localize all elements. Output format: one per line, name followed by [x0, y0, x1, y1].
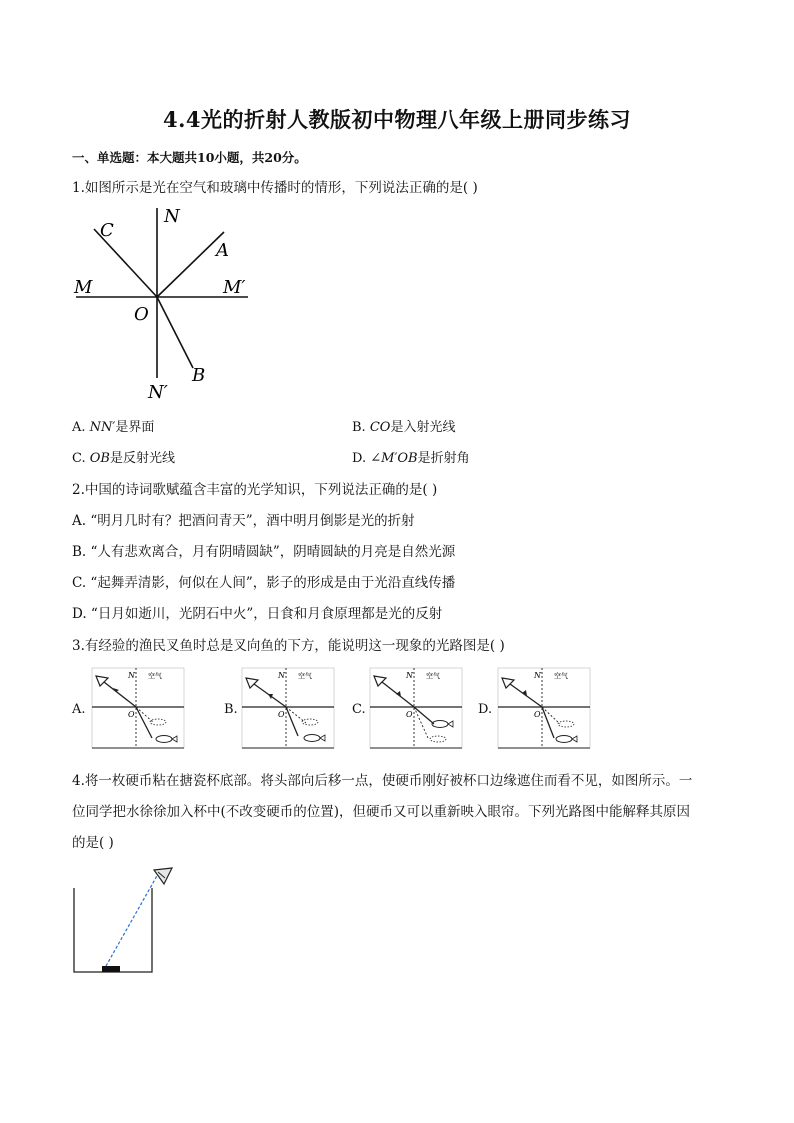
label-O: O: [134, 304, 149, 325]
point-o-text: O: [534, 710, 541, 719]
q3-option-a-diagram[interactable]: [88, 666, 188, 752]
q2-option-a[interactable]: A. “明月几时有？把酒问青天”，酒中明月倒影是光的折射: [72, 513, 415, 529]
q2-option-d[interactable]: D. “日月如逝川，光阴石中火”，日食和月食原理都是光的反射: [72, 606, 443, 622]
label-B: B: [192, 365, 206, 386]
air-text: 空气: [554, 672, 568, 680]
normal-n-text: N: [128, 671, 135, 680]
normal-n-text: N: [278, 671, 285, 680]
fish-icon: [432, 721, 448, 728]
question-4-stem-line-3: 的是( ): [72, 835, 114, 851]
label-C: C: [100, 220, 114, 241]
label-M-prime: M′: [223, 277, 246, 298]
label-N: N: [164, 206, 180, 227]
section-heading: 一、单选题：本大题共10小题，共20分。: [72, 150, 307, 165]
fish-image-icon: [150, 719, 166, 725]
question-4-stem-line-1: 4.将一枚硬币粘在搪瓷杯底部。将头部向后移一点，使硬币刚好被杯口边缘遮住而看不见，如图所示。一: [72, 773, 693, 789]
fish-image-icon: [302, 719, 318, 725]
point-o-text: O: [128, 710, 135, 719]
fish-image-icon: [430, 736, 446, 742]
question-4-stem-line-2: 位同学把水徐徐加入杯中(不改变硬币的位置)，但硬币又可以重新映入眼帘。下列光路图中能解释其原因: [72, 804, 691, 820]
page-title: 4.4光的折射人教版初中物理八年级上册同步练习: [162, 107, 632, 132]
question-1-figure: [68, 200, 268, 405]
point-o-text: O: [278, 710, 285, 719]
q3-option-b-label[interactable]: B.: [224, 702, 238, 717]
question-1-stem: 1.如图所示是光在空气和玻璃中传播时的情形，下列说法正确的是( ): [72, 180, 478, 196]
q3-option-a-label[interactable]: A.: [72, 702, 86, 717]
q3-option-d-label[interactable]: D.: [478, 702, 493, 717]
question-3-stem: 3.有经验的渔民叉鱼时总是叉向鱼的下方，能说明这一现象的光路图是( ): [72, 638, 505, 654]
q1-option-b[interactable]: B. CO是入射光线: [352, 420, 456, 435]
label-A: A: [216, 240, 229, 261]
question-4-figure: [68, 862, 178, 978]
cup-outline: [74, 888, 152, 972]
air-text: 空气: [298, 672, 312, 680]
q1-option-c[interactable]: C. OB是反射光线: [72, 451, 175, 466]
fish-image-icon: [558, 721, 574, 727]
point-o-text: O: [406, 710, 413, 719]
q2-option-c[interactable]: C. “起舞弄清影，何似在人间”，影子的形成是由于光沿直线传播: [72, 575, 456, 591]
air-text: 空气: [148, 672, 162, 680]
q3-option-b-diagram[interactable]: [238, 666, 338, 752]
q1-option-a[interactable]: A. NN′是界面: [72, 420, 155, 435]
normal-n-text: N: [534, 671, 541, 680]
eye-icon: [246, 678, 258, 688]
label-M: M: [74, 277, 93, 298]
q3-option-c-diagram[interactable]: [366, 666, 466, 752]
fish-icon: [556, 736, 572, 743]
question-2-stem: 2.中国的诗词歌赋蕴含丰富的光学知识，下列说法正确的是( ): [72, 482, 438, 498]
normal-n-text: N: [406, 671, 413, 680]
air-text: 空气: [426, 672, 440, 680]
q2-option-b[interactable]: B. “人有悲欢离合，月有阴晴圆缺”，阴晴圆缺的月亮是自然光源: [72, 544, 456, 560]
q3-option-d-diagram[interactable]: [494, 666, 594, 752]
fish-icon: [156, 736, 172, 743]
q3-option-c-label[interactable]: C.: [352, 702, 366, 717]
label-N-prime: N′: [148, 382, 168, 403]
coin: [102, 966, 120, 972]
fish-icon: [304, 735, 320, 742]
eye-icon: [502, 678, 514, 688]
q1-option-d[interactable]: D. ∠M′OB是折射角: [352, 451, 470, 466]
